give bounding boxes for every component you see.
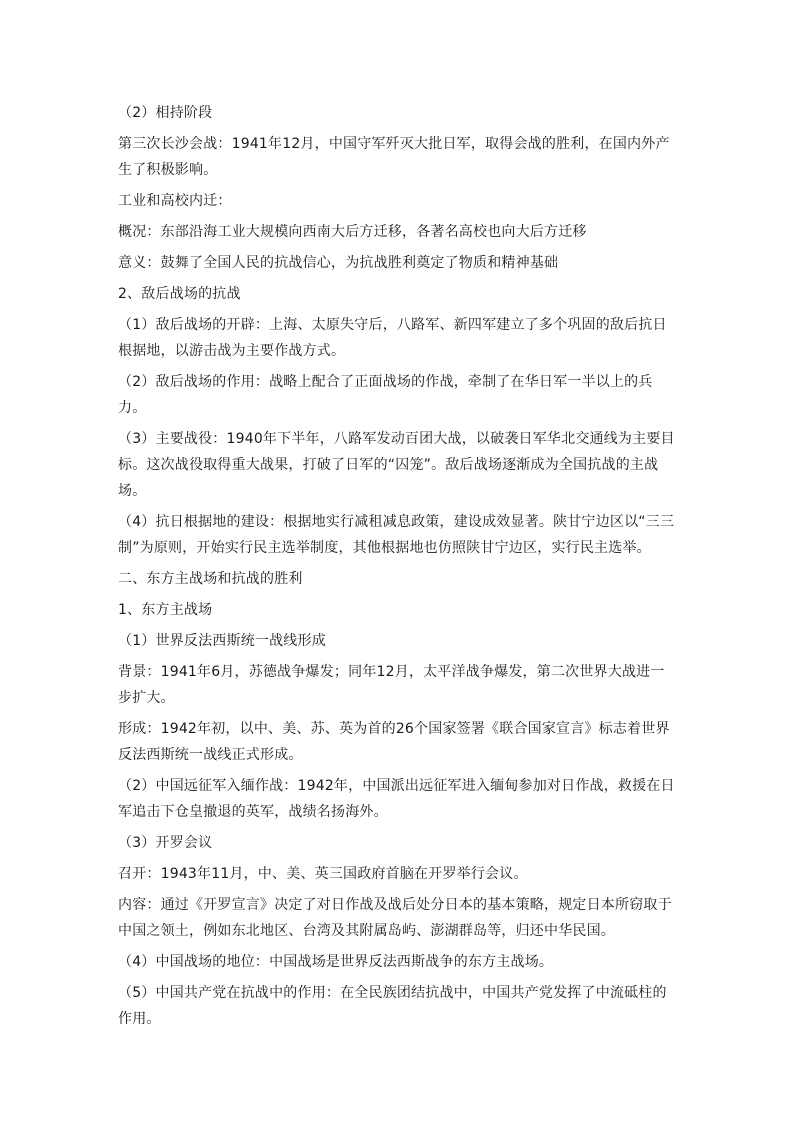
paragraph-rear-opening: （1）敌后战场的开辟：上海、太原失守后，八路军、新四军建立了多个巩固的敌后抗日根据地，以游击战为主要作战方式。 xyxy=(118,317,667,359)
paragraph-relocation-significance: 意义：鼓舞了全国人民的抗战信心，为抗战胜利奠定了物质和精神基础 xyxy=(118,255,559,271)
subheading-rear-battlefield: 2、敌后战场的抗战 xyxy=(118,286,241,302)
paragraph-background: 背景：1941年6月，苏德战争爆发；同年12月，太平洋战争爆发，第二次世界大战进一步扩大。 xyxy=(118,664,665,706)
heading-eastern-main-battlefield: 二、东方主战场和抗战的胜利 xyxy=(118,571,303,587)
paragraph-united-front: （1）世界反法西斯统一战线形成 xyxy=(118,633,326,649)
paragraph-cairo-convened: 召开：1943年11月，中、美、英三国政府首脑在开罗举行会议。 xyxy=(118,866,528,882)
paragraph-rear-role: （2）敌后战场的作用：战略上配合了正面战场的作战，牵制了在华日军一半以上的兵力。 xyxy=(118,374,653,416)
paragraph-base-construction: （4）抗日根据地的建设：根据地实行减租减息政策，建设成效显著。陕甘宁边区以“三三制”为原则，开始实行民主选举制度，其他根据地也仿照陕甘宁边区，实行民主选举。 xyxy=(118,514,675,556)
paragraph-cairo-content: 内容：通过《开罗宣言》决定了对日作战及战后处分日本的基本策略，规定日本所窃取于中国之领土，例如东北地区、台湾及其附属岛屿、澎湖群岛等，归还中华民国。 xyxy=(118,897,672,939)
paragraph-cpc-role: （5）中国共产党在抗战中的作用：在全民族团结抗战中，中国共产党发挥了中流砥柱的作用。 xyxy=(118,985,667,1027)
paragraph-relocation-overview: 概况：东部沿海工业大规模向西南大后方迁移，各著名高校也向大后方迁移 xyxy=(118,224,587,240)
subheading-eastern-battlefield: 1、东方主战场 xyxy=(118,602,213,618)
paragraph-relocation-title: 工业和高校内迁： xyxy=(118,193,232,209)
document-body xyxy=(118,100,678,1037)
paragraph-formation: 形成：1942年初，以中、美、苏、英为首的26个国家签署《联合国家宣言》标志着世界反法西斯统一战线正式形成。 xyxy=(118,721,670,763)
paragraph-china-status: （4）中国战场的地位：中国战场是世界反法西斯战争的东方主战场。 xyxy=(118,954,554,970)
paragraph-main-battles: （3）主要战役：1940年下半年，八路军发动百团大战，以破袭日军华北交通线为主要目标。这次战役取得重大战果，打破了日军的“囚笼”。敌后战场逐渐成为全国抗战的主战场。 xyxy=(118,431,675,499)
paragraph-cairo-conference: （3）开罗会议 xyxy=(118,835,213,851)
paragraph-changsha-battle: 第三次长沙会战：1941年12月，中国守军歼灭大批日军，取得会战的胜利，在国内外产生了积极影响。 xyxy=(118,136,670,178)
subheading-stalemate-stage: （2）相持阶段 xyxy=(118,105,213,121)
paragraph-expedition-army: （2）中国远征军入缅作战：1942年，中国派出远征军进入缅甸参加对日作战，救援在日军追击下仓皇撤退的英军，战绩名扬海外。 xyxy=(118,778,675,820)
